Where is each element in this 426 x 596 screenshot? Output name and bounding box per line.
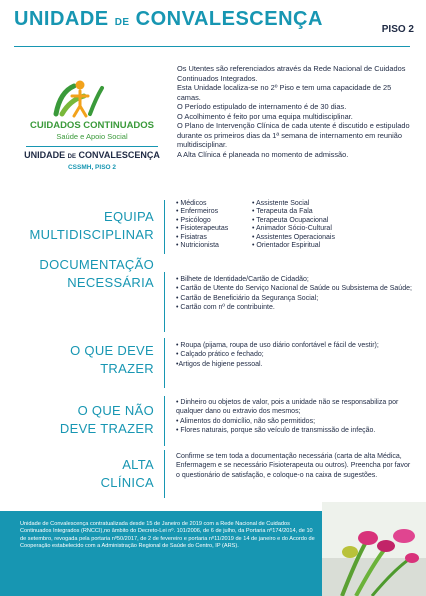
team-member: • Fisioterapeutas	[176, 225, 229, 233]
logo-unit-word-unidade: UNIDADE	[24, 150, 66, 160]
discharge-paragraph: Confirme se tem toda a documentação necessária (carta de alta Médica, Enfermagem e se necessário Fisioterapeuta ou outros). Preencha por favor o questionário de satisfação, e coloque-o na caixa de sugestões.	[176, 453, 411, 479]
header-divider	[14, 46, 410, 47]
flowers-photo	[322, 502, 426, 596]
logo-unit-word-convalescenca: CONVALESCENÇA	[78, 150, 160, 160]
logo-location: CSSMH, PISO 2	[67, 164, 117, 171]
team-member: • Enfermeiros	[176, 208, 219, 216]
logo-unit-word-de: DE	[67, 154, 76, 160]
section-title-equipa	[14, 208, 154, 244]
section-divider	[164, 450, 165, 498]
list-item: • Cartão com nº de contribuinte.	[176, 303, 275, 311]
logo	[22, 78, 162, 188]
section-title-documentacao	[14, 256, 154, 292]
list-item: • Alimentos do domicílio, não são permitidos;	[176, 417, 316, 425]
team-member: • Psicólogo	[176, 216, 211, 224]
team-member: • Nutricionista	[176, 242, 219, 250]
list-item: • Cartão de Beneficiário da Segurança Social;	[176, 294, 319, 302]
title-word-unidade: UNIDADE	[14, 8, 109, 30]
list-item: •Artigos de higiene pessoal.	[176, 360, 263, 368]
team-member: • Assistente Social	[252, 200, 310, 207]
list-item: • Bilhete de Identidade/Cartão de Cidadão;	[176, 276, 309, 283]
title-word-de: DE	[114, 17, 130, 28]
section-title-line: ALTA	[122, 457, 154, 472]
footer-text: Unidade de Convalescença contratualizada desde 15 de Janeiro de 2019 com a Rede Nacional de Cuidados Continuados Integrados (RNCCI),no âmbito do Decreto-Lei nº. 101/2006, de 6 de julho, da Portaria nº174/2014, de 10 de setembro, revogada pela portaria nº50/2017, de 2 de fevereiro e portaria nº11/2019 de 14 de janeiro e do Acordo de Cooperação estabelecido com a Administração Regional de Saúde do Centro, IP (ARS).	[20, 521, 315, 550]
intro-text	[177, 64, 415, 159]
intro-paragraph: Esta Unidade localiza-se no 2º Piso e tem uma capacidade de 25 camas.	[177, 83, 392, 102]
intro-paragraph: A Alta Clínica é planeada no momento de admissão.	[177, 149, 349, 159]
logo-divider	[26, 146, 158, 147]
discharge-text	[176, 452, 416, 480]
section-divider	[164, 200, 165, 254]
section-title-line: CLÍNICA	[100, 475, 154, 490]
section-divider	[164, 338, 165, 388]
logo-unit-name	[22, 150, 162, 160]
section-title-trazer	[14, 342, 154, 378]
team-member: • Animador Sócio-Cultural	[252, 225, 332, 233]
team-member: • Médicos	[176, 200, 207, 207]
team-member: • Orientador Espiritual	[252, 242, 321, 250]
section-title-line: MULTIDISCIPLINAR	[29, 227, 154, 242]
team-column-1	[176, 200, 228, 250]
bring-list	[176, 341, 416, 369]
page-header	[14, 8, 414, 48]
section-title-line: EQUIPA	[104, 209, 154, 224]
section-title-line: O QUE DEVE	[70, 343, 154, 358]
section-title-line: DOCUMENTAÇÃO	[39, 257, 154, 272]
intro-paragraph: O Plano de Intervenção Clínica de cada utente é discutido e estipulado durante os primeiros dias da 1ª semana de internamento em reunião multidisciplinar.	[177, 121, 410, 149]
section-divider	[164, 272, 165, 332]
team-member: • Assistentes Operacionais	[252, 233, 335, 241]
do-not-bring-list	[176, 398, 416, 435]
section-title-line: DEVE TRAZER	[59, 421, 154, 436]
logo-subtitle: Saúde e Apoio Social	[56, 132, 128, 141]
section-title-line: NECESSÁRIA	[67, 275, 154, 290]
care-logo-icon	[50, 78, 106, 118]
list-item: • Flores naturais, porque são veículo de transmissão de infeção.	[176, 426, 376, 434]
floor-label: PISO 2	[381, 24, 414, 35]
section-title-line: TRAZER	[100, 361, 154, 376]
section-title-line: O QUE NÃO	[77, 403, 154, 418]
team-member: • Terapeuta da Fala	[252, 208, 313, 216]
list-item: • Cartão de Utente do Serviço Nacional de Saúde ou Subsistema de Saúde;	[176, 285, 412, 293]
page-title	[14, 8, 323, 31]
intro-paragraph: Os Utentes são referenciados através da Rede Nacional de Cuidados Continuados Integrados.	[177, 64, 406, 83]
list-item: • Roupa (pijama, roupa de uso diário confortável e fácil de vestir);	[176, 342, 379, 349]
documents-list	[176, 275, 416, 312]
team-member: • Terapeuta Ocupacional	[252, 216, 329, 224]
section-divider	[164, 396, 165, 446]
team-column-2	[252, 200, 335, 250]
team-member: • Fisiatras	[176, 233, 207, 241]
section-title-alta	[14, 456, 154, 492]
logo-name: CUIDADOS CONTINUADOS	[29, 120, 155, 131]
title-word-convalescenca: CONVALESCENÇA	[135, 8, 323, 30]
intro-paragraph: O Acolhimento é feito por uma equipa multidisciplinar.	[177, 111, 353, 121]
list-item: • Calçado prático e fechado;	[176, 351, 264, 359]
list-item: • Dinheiro ou objetos de valor, pois a unidade não se responsabiliza por qualquer dano ou extravio dos mesmos;	[176, 399, 399, 416]
section-title-nao-trazer	[14, 402, 154, 438]
intro-paragraph: O Período estipulado de internamento é de 30 dias.	[177, 102, 347, 111]
